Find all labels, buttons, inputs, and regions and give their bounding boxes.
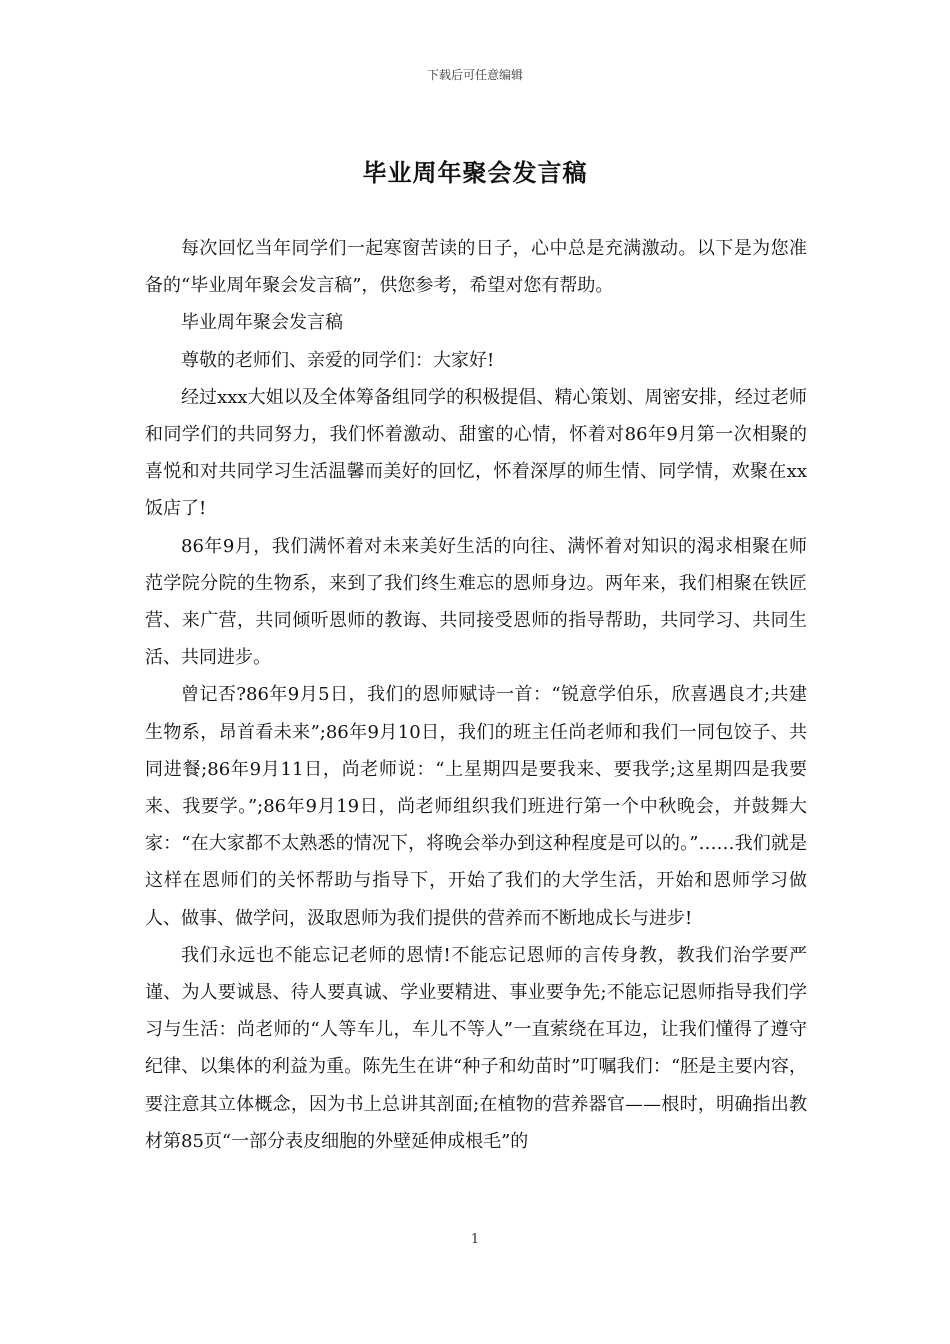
- document-body: [145, 230, 807, 1160]
- paragraph-subtitle: 毕业周年聚会发言稿: [181, 312, 343, 334]
- paragraph: 经过xxx大姐以及全体筹备组同学的积极提倡、精心策划、周密安排，经过老师和同学们的共同努力，我们怀着激动、甜蜜的心情，怀着对86年9月第一次相聚的喜悦和对共同学习生活温馨而美好的回忆，怀着深厚的师生情、同学情，欢聚在xx饭店了!: [145, 386, 807, 520]
- page-number: 1: [470, 1232, 480, 1247]
- paragraph: 我们永远也不能忘记老师的恩情!不能忘记恩师的言传身教，教我们治学要严谨、为人要诚恳、待人要真诚、学业要精进、事业要争先;不能忘记恩师指导我们学习与生活：尚老师的“人等车儿，车儿不等人”一直萦绕在耳边，让我们懂得了遵守纪律、以集体的利益为重。陈先生在讲“种子和幼苗时”叮嘱我们：“胚是主要内容，要注意其立体概念，因为书上总讲其剖面;在植物的营养器官——根时，明确指出教材第85页“一部分表皮细胞的外壁延伸成根毛”的: [145, 944, 807, 1152]
- page-header: 下载后可任意编辑: [426, 68, 523, 82]
- paragraph: 86年9月，我们满怀着对未来美好生活的向往、满怀着对知识的渴求相聚在师范学院分院的生物系，来到了我们终生难忘的恩师身边。两年来，我们相聚在铁匠营、来广营，共同倾听恩师的教诲、共同接受恩师的指导帮助，共同学习、共同生活、共同进步。: [145, 535, 807, 669]
- paragraph: 曾记否?86年9月5日，我们的恩师赋诗一首：“锐意学伯乐，欣喜遇良才;共建生物系，昂首看未来”;86年9月10日，我们的班主任尚老师和我们一同包饺子、共同进餐;86年9月11日，尚老师说：“上星期四是要我来、要我学;这星期四是我要来、我要学。”;86年9月19日，尚老师组织我们班进行第一个中秋晚会，并鼓舞大家：“在大家都不太熟悉的情况下，将晚会举办到这种程度是可以的。”……我们就是这样在恩师们的关怀帮助与指导下，开始了我们的大学生活，开始和恩师学习做人、做事、做学问，汲取恩师为我们提供的营养而不断地成长与进步!: [145, 684, 807, 929]
- paragraph-greeting: 尊敬的老师们、亲爱的同学们：大家好!: [181, 349, 495, 371]
- paragraph-intro: 每次回忆当年同学们一起寒窗苦读的日子，心中总是充满激动。以下是为您准备的“毕业周年聚会发言稿”，供您参考，希望对您有帮助。: [145, 238, 807, 297]
- document-title: 毕业周年聚会发言稿: [362, 159, 588, 187]
